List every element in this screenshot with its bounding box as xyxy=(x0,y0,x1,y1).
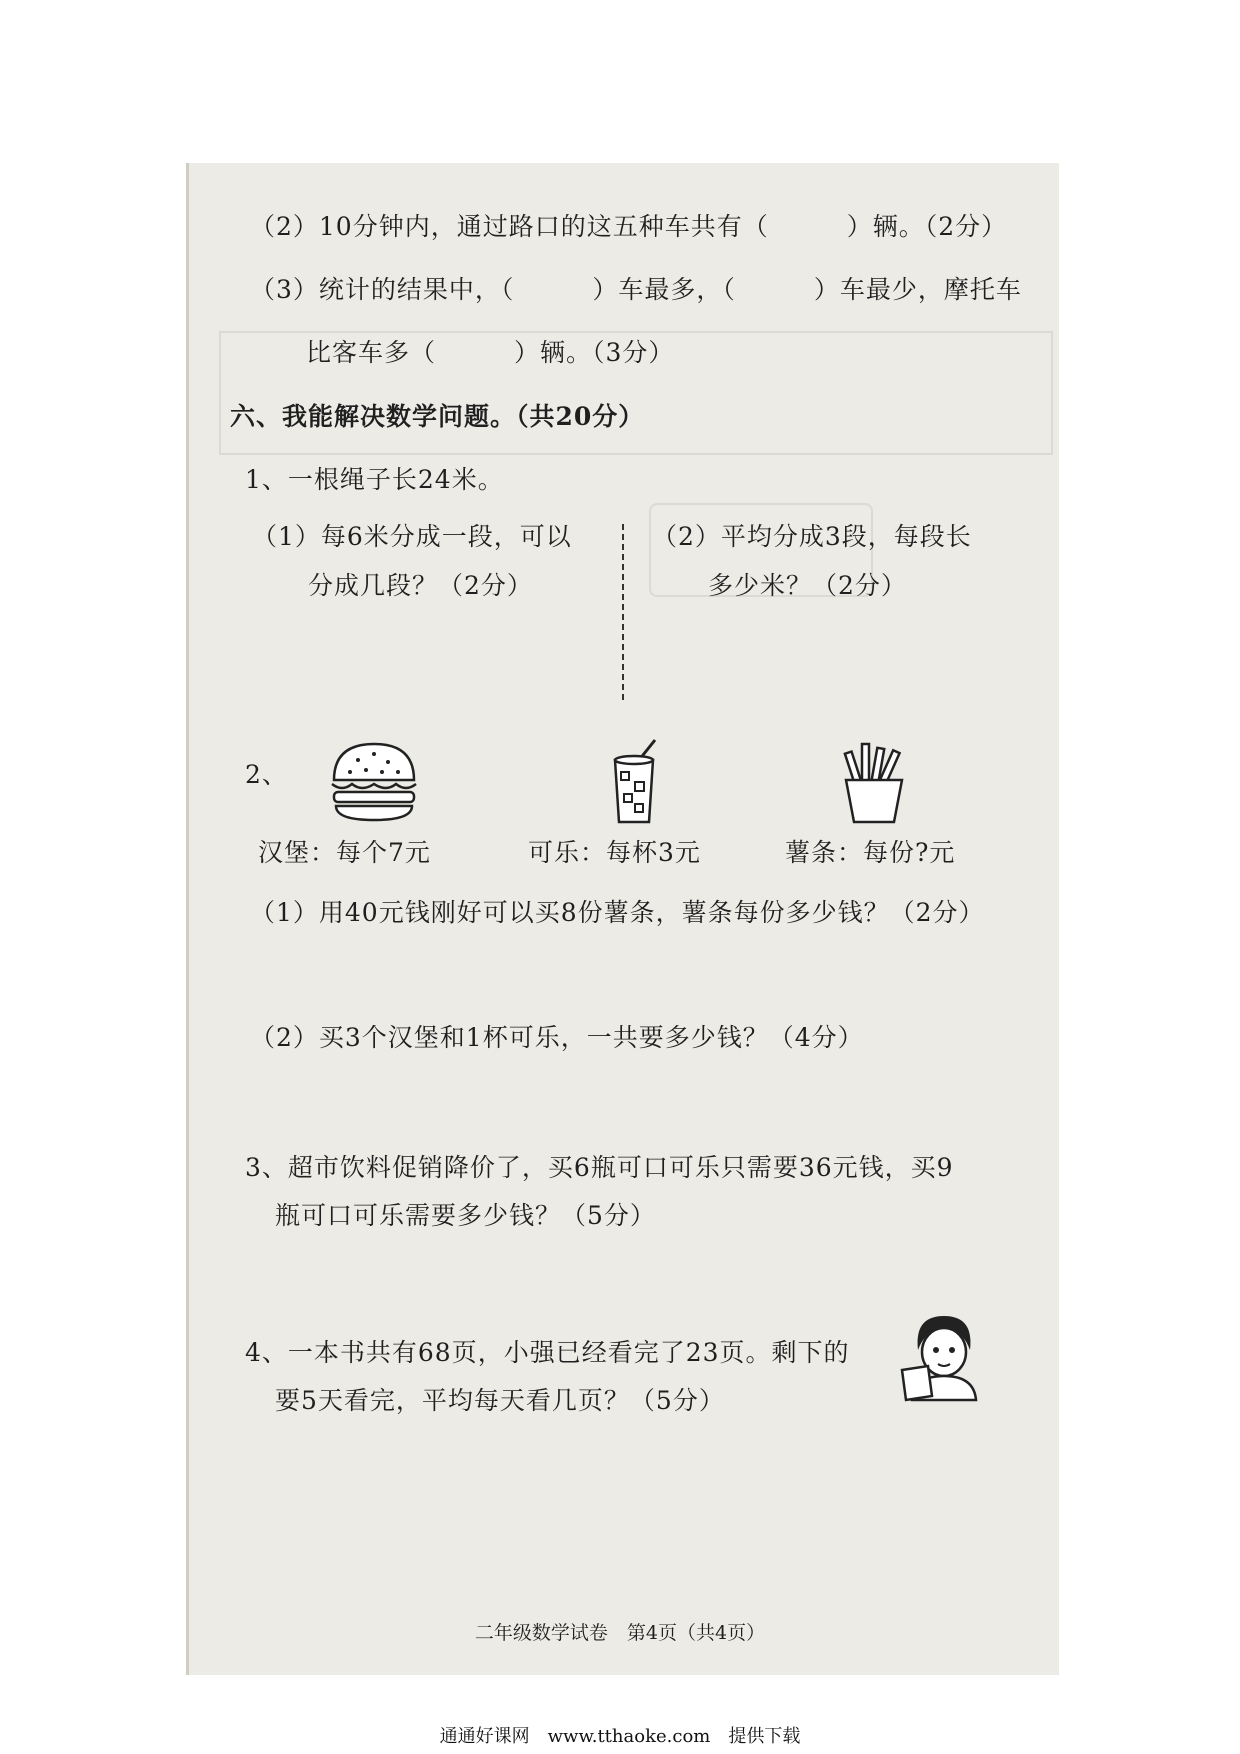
s5-question-3-line2: 比客车多（ ）辆。（3分） xyxy=(306,338,675,367)
problem-3-line1: 3、超市饮料促销降价了，买6瓶可口可乐只需要36元钱，买9 xyxy=(245,1153,954,1182)
hamburger-price-label: 汉堡：每个7元 xyxy=(258,838,431,867)
problem-1-sub1-line2: 分成几段？（2分） xyxy=(308,571,533,600)
page-footer: 二年级数学试卷 第4页（共4页） xyxy=(474,1622,766,1644)
problem-4-line1: 4、一本书共有68页，小强已经看完了23页。剩下的 xyxy=(245,1338,850,1367)
hamburger-icon xyxy=(328,740,420,824)
s5-question-3-line1: （3）统计的结果中，（ ）车最多，（ ）车最少，摩托车 xyxy=(250,275,1022,304)
problem-1-title: 1、一根绳子长24米。 xyxy=(245,465,504,494)
boy-reading-icon xyxy=(898,1310,990,1402)
problem-2-sub1: （1）用40元钱刚好可以买8份薯条，薯条每份多少钱？（2分） xyxy=(250,898,985,927)
cola-price-label: 可乐：每杯3元 xyxy=(528,838,701,867)
dashed-divider xyxy=(622,524,624,700)
problem-1-sub2-line1: （2）平均分成3段，每段长 xyxy=(652,522,972,551)
s5-question-2: （2）10分钟内，通过路口的这五种车共有（ ）辆。（2分） xyxy=(250,212,1008,241)
problem-2-number: 2、 xyxy=(245,760,288,789)
problem-1-sub2-line2: 多少米？（2分） xyxy=(708,571,907,600)
problem-1-sub1-line1: （1）每6米分成一段，可以 xyxy=(252,522,572,551)
section-6-heading: 六、我能解决数学问题。（共20分） xyxy=(230,402,645,431)
fries-price-label: 薯条：每份?元 xyxy=(785,838,956,867)
cola-icon xyxy=(605,738,665,826)
problem-4-line2: 要5天看完，平均每天看几页？（5分） xyxy=(275,1386,725,1415)
problem-3-line2: 瓶可口可乐需要多少钱？（5分） xyxy=(275,1201,656,1230)
site-credit: 通通好课网 www.tthaoke.com 提供下载 xyxy=(439,1726,801,1747)
fries-icon xyxy=(838,742,910,824)
problem-2-sub2: （2）买3个汉堡和1杯可乐，一共要多少钱？（4分） xyxy=(250,1023,864,1052)
